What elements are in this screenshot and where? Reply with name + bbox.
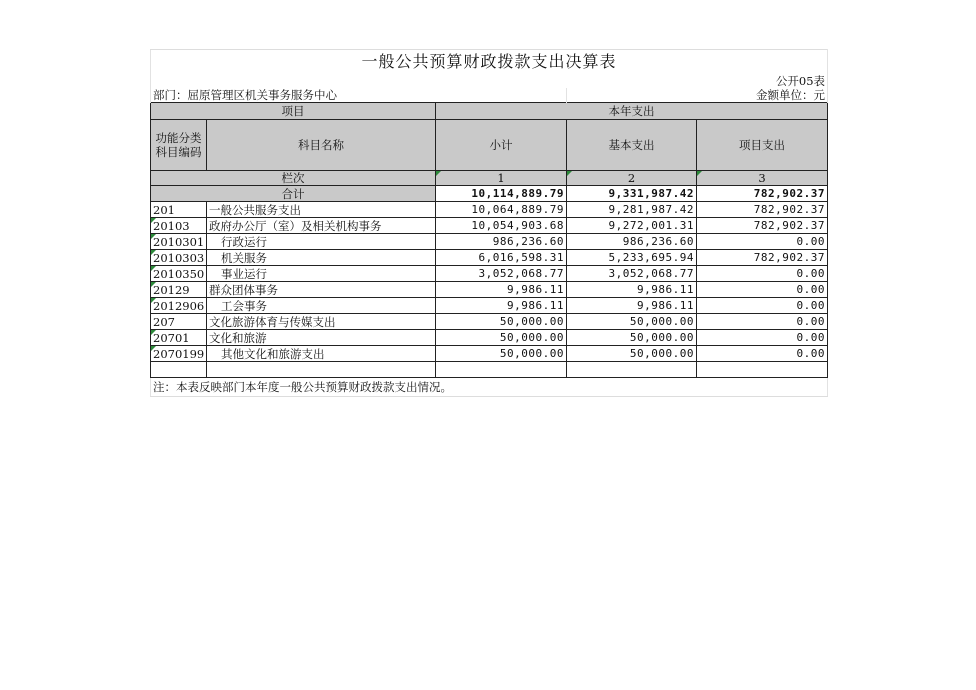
- row-code: 2010301: [151, 234, 207, 250]
- col-index-1: 1: [436, 171, 567, 186]
- row-basic: 9,986.11: [567, 298, 697, 314]
- table-row: [151, 298, 828, 314]
- col-index-2: 2: [567, 171, 697, 186]
- total-label: 合计: [151, 186, 436, 202]
- total-project: 782,902.37: [697, 186, 828, 202]
- row-subtotal: 10,054,903.68: [436, 218, 567, 234]
- row-subtotal: 9,986.11: [436, 282, 567, 298]
- row-project: 0.00: [697, 298, 828, 314]
- row-basic: 50,000.00: [567, 346, 697, 362]
- total-basic: 9,331,987.42: [567, 186, 697, 202]
- project-expense-header: 项目支出: [697, 120, 828, 171]
- func-code-line1: 功能分类: [155, 131, 202, 145]
- total-subtotal: 10,114,889.79: [436, 186, 567, 202]
- row-project: 0.00: [697, 266, 828, 282]
- basic-expense-header: 基本支出: [567, 120, 697, 171]
- current-year-header: 本年支出: [436, 103, 828, 120]
- row-code: 20701: [151, 330, 207, 346]
- row-basic: 9,281,987.42: [567, 202, 697, 218]
- row-project: 0.00: [697, 282, 828, 298]
- row-basic: 5,233,695.94: [567, 250, 697, 266]
- column-index-label: 栏次: [151, 171, 436, 186]
- func-code-header: [151, 120, 207, 171]
- subtotal-header: 小计: [436, 120, 567, 171]
- header-row-2: [151, 120, 828, 171]
- row-subtotal: 10,064,889.79: [436, 202, 567, 218]
- total-row: [151, 186, 828, 202]
- row-basic: 50,000.00: [567, 330, 697, 346]
- row-name: 工会事务: [207, 298, 436, 314]
- row-subtotal: 50,000.00: [436, 346, 567, 362]
- table-row: [151, 314, 828, 330]
- row-basic: 50,000.00: [567, 314, 697, 330]
- form-no-row: [151, 74, 828, 88]
- form-number: 公开05表: [151, 74, 828, 88]
- row-basic: 9,986.11: [567, 282, 697, 298]
- empty-cell: [567, 362, 697, 378]
- header-row-1: [151, 103, 828, 120]
- row-name: 政府办公厅（室）及相关机构事务: [207, 218, 436, 234]
- row-project: 0.00: [697, 234, 828, 250]
- row-code: 2010303: [151, 250, 207, 266]
- row-name: 其他文化和旅游支出: [207, 346, 436, 362]
- unit-label: 金额单位：元: [567, 88, 828, 103]
- table-row: [151, 234, 828, 250]
- row-name: 一般公共服务支出: [207, 202, 436, 218]
- table-note: 注：本表反映部门本年度一般公共预算财政拨款支出情况。: [151, 378, 828, 397]
- row-code: 2070199: [151, 346, 207, 362]
- row-code: 20129: [151, 282, 207, 298]
- empty-cell: [697, 362, 828, 378]
- row-name: 机关服务: [207, 250, 436, 266]
- row-subtotal: 3,052,068.77: [436, 266, 567, 282]
- row-code: 207: [151, 314, 207, 330]
- row-name: 文化和旅游: [207, 330, 436, 346]
- empty-row: [151, 362, 828, 378]
- row-project: 782,902.37: [697, 250, 828, 266]
- table-row: [151, 330, 828, 346]
- table-row: [151, 250, 828, 266]
- project-header: 项目: [151, 103, 436, 120]
- info-row: [151, 88, 828, 103]
- row-project: 0.00: [697, 314, 828, 330]
- row-subtotal: 986,236.60: [436, 234, 567, 250]
- subject-name-header: 科目名称: [207, 120, 436, 171]
- row-project: 782,902.37: [697, 202, 828, 218]
- table-title: 一般公共预算财政拨款支出决算表: [151, 50, 828, 75]
- table-row: [151, 346, 828, 362]
- empty-cell: [207, 362, 436, 378]
- row-basic: 986,236.60: [567, 234, 697, 250]
- row-subtotal: 9,986.11: [436, 298, 567, 314]
- row-subtotal: 50,000.00: [436, 314, 567, 330]
- empty-cell: [151, 362, 207, 378]
- row-project: 0.00: [697, 330, 828, 346]
- column-index-row: [151, 171, 828, 186]
- table-row: [151, 282, 828, 298]
- func-code-line2: 科目编码: [155, 145, 202, 159]
- expense-table: [150, 49, 828, 397]
- row-code: 201: [151, 202, 207, 218]
- row-subtotal: 6,016,598.31: [436, 250, 567, 266]
- row-basic: 9,272,001.31: [567, 218, 697, 234]
- row-name: 行政运行: [207, 234, 436, 250]
- table-row: [151, 218, 828, 234]
- table-row: [151, 202, 828, 218]
- row-project: 0.00: [697, 346, 828, 362]
- col-index-3: 3: [697, 171, 828, 186]
- budget-sheet: [150, 49, 827, 397]
- note-row: [151, 378, 828, 397]
- row-name: 文化旅游体育与传媒支出: [207, 314, 436, 330]
- title-row: [151, 50, 828, 75]
- row-code: 2010350: [151, 266, 207, 282]
- row-code: 2012906: [151, 298, 207, 314]
- department-label: 部门：屈原管理区机关事务服务中心: [151, 88, 567, 103]
- row-subtotal: 50,000.00: [436, 330, 567, 346]
- row-basic: 3,052,068.77: [567, 266, 697, 282]
- row-name: 群众团体事务: [207, 282, 436, 298]
- empty-cell: [436, 362, 567, 378]
- row-code: 20103: [151, 218, 207, 234]
- row-name: 事业运行: [207, 266, 436, 282]
- row-project: 782,902.37: [697, 218, 828, 234]
- table-row: [151, 266, 828, 282]
